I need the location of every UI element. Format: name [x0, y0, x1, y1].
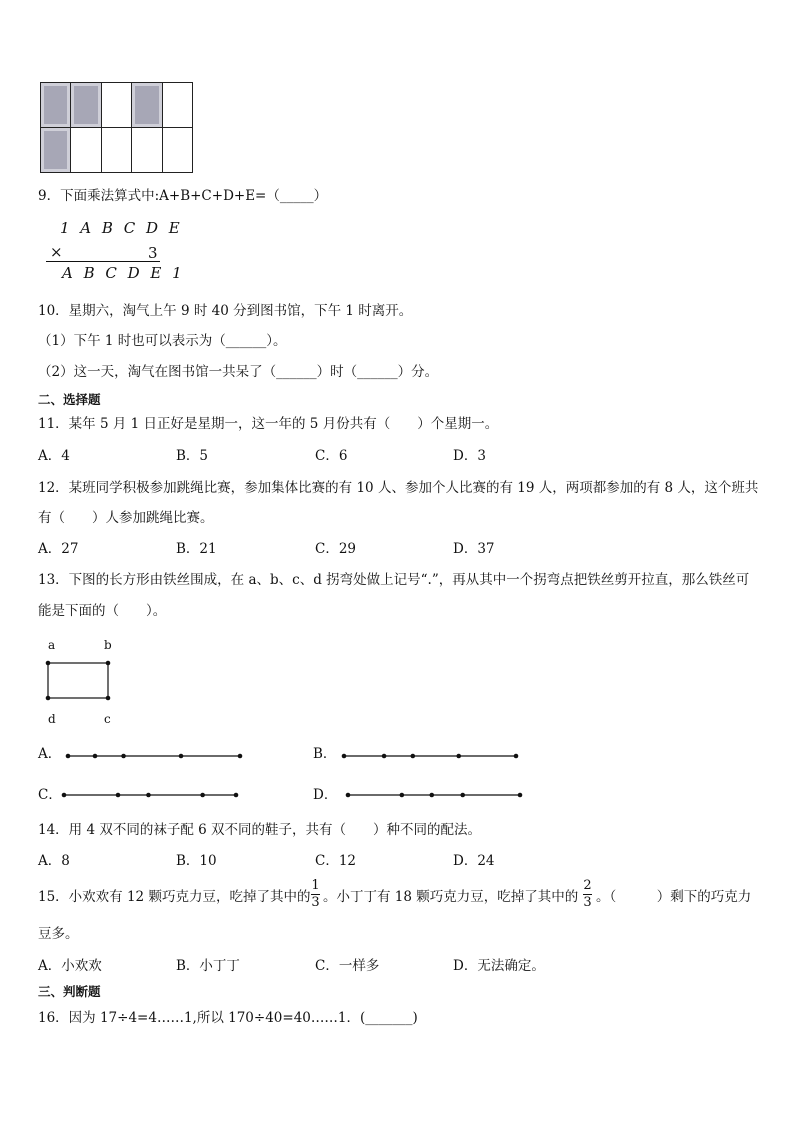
- q13-option-a-wire[interactable]: [64, 750, 244, 762]
- question-11-stem: 11．某年 5 月 1 日正好是星期一，这一年的 5 月份共有（ ）个星期一。: [38, 416, 499, 432]
- question-16: 16．因为 17÷4=4……1,所以 170÷40=40……1．(_______): [38, 1010, 418, 1026]
- q13-option-d-wire[interactable]: [344, 789, 524, 801]
- wire-dot-3: [146, 793, 151, 798]
- wire-dot-1: [346, 793, 351, 798]
- wire-dot-2: [382, 754, 387, 759]
- question-10-part1: （1）下午 1 时也可以表示为（______）。: [38, 333, 287, 349]
- wire-dot-3: [411, 754, 416, 759]
- q13-option-d-label[interactable]: D．: [313, 787, 338, 803]
- question-13-line1: 13．下图的长方形由铁丝围成，在 a、b、c、d 拐弯处做上记号“.”，再从其中一个拐弯点把铁丝剪开拉直，那么铁丝可: [38, 572, 750, 588]
- q15-option-c[interactable]: C．一样多: [315, 958, 380, 974]
- grid-cell-r1-c5: [163, 83, 193, 128]
- multiplier: 3: [148, 244, 161, 262]
- question-10-part2: （2）这一天，淘气在图书馆一共呆了（______）时（______）分。: [38, 364, 439, 380]
- grid-cell-r2-c5: [163, 128, 193, 173]
- q11-option-b[interactable]: B．5: [176, 448, 209, 464]
- q11-option-d[interactable]: D．3: [453, 448, 486, 464]
- q15-option-a[interactable]: A．小欢欢: [38, 958, 102, 974]
- question-13-line2: 能是下面的（ ）。: [38, 603, 167, 619]
- wire-dot-5: [238, 754, 243, 759]
- fraction-two-thirds: [583, 879, 592, 910]
- fraction-2-denominator: 3: [583, 895, 592, 910]
- corner-dot-d: [46, 696, 51, 701]
- question-12-line1: 12．某班同学积极参加跳绳比赛，参加集体比赛的有 10 人、参加个人比赛的有 19 人，两项都参加的有 8 人，这个班共: [38, 480, 759, 496]
- q13-option-b-label[interactable]: B．: [313, 746, 337, 762]
- fraction-1-denominator: 3: [311, 895, 320, 910]
- question-15-part2: 。小丁丁有 18 颗巧克力豆，吃掉了其中的: [323, 889, 579, 905]
- q11-option-a[interactable]: A．4: [38, 448, 70, 464]
- question-15-part3: 。（ ）剩下的巧克力: [596, 889, 752, 905]
- shaded-grid-figure: [40, 82, 193, 173]
- wire-rectangle-figure: [40, 655, 120, 705]
- question-9: 9．下面乘法算式中:A+B+C+D+E=（_____）: [38, 188, 328, 204]
- wire-dot-4: [460, 793, 465, 798]
- grid-cell-r1-c2: [71, 83, 101, 128]
- section-heading-choice: 二、选择题: [38, 392, 101, 407]
- label-c: c: [104, 712, 111, 726]
- wire-rectangle: [48, 663, 108, 698]
- wire-dot-3: [429, 793, 434, 798]
- grid-cell-r2-c2: [71, 128, 101, 173]
- q13-option-c-label[interactable]: C．: [38, 787, 62, 803]
- q15-option-d[interactable]: D．无法确定。: [453, 958, 545, 974]
- wire-dot-1: [342, 754, 347, 759]
- q14-option-a[interactable]: A．8: [38, 853, 70, 869]
- grid-cell-r2-c1: [41, 128, 71, 173]
- q13-option-a-label[interactable]: A．: [38, 746, 62, 762]
- wire-dot-2: [400, 793, 405, 798]
- q13-option-c-wire[interactable]: [60, 789, 240, 801]
- wire-dot-5: [234, 793, 239, 798]
- wire-dot-5: [518, 793, 523, 798]
- q14-option-b[interactable]: B．10: [176, 853, 217, 869]
- section-heading-judgement: 三、判断题: [38, 984, 101, 999]
- wire-dot-4: [456, 754, 461, 759]
- wire-dot-4: [179, 754, 184, 759]
- times-sign: ×: [50, 243, 66, 261]
- vertical-result: A B C D E 1: [62, 264, 185, 282]
- corner-dot-c: [106, 696, 111, 701]
- label-a: a: [48, 638, 56, 652]
- q13-option-b-wire[interactable]: [340, 750, 520, 762]
- vertical-line1: 1 A B C D E: [60, 219, 183, 237]
- fraction-1-numerator: 1: [311, 878, 320, 893]
- q15-option-b[interactable]: B．小丁丁: [176, 958, 240, 974]
- label-d: d: [48, 712, 56, 726]
- vertical-rule: [46, 261, 160, 262]
- q11-option-c[interactable]: C．6: [315, 448, 348, 464]
- wire-dot-2: [116, 793, 121, 798]
- question-15-part1: 15．小欢欢有 12 颗巧克力豆，吃掉了其中的: [38, 889, 311, 905]
- question-12-line2: 有（ ）人参加跳绳比赛。: [38, 510, 214, 526]
- grid-cell-r2-c3: [102, 128, 132, 173]
- wire-dot-1: [62, 793, 67, 798]
- fraction-one-third: [311, 879, 320, 910]
- wire-dot-5: [514, 754, 519, 759]
- q14-option-d[interactable]: D．24: [453, 853, 495, 869]
- q12-option-a[interactable]: A．27: [38, 541, 79, 557]
- question-15-line2: 豆多。: [38, 926, 79, 942]
- wire-dot-1: [66, 754, 71, 759]
- wire-dot-4: [200, 793, 205, 798]
- fraction-2-numerator: 2: [583, 878, 592, 893]
- grid-cell-r2-c4: [132, 128, 162, 173]
- question-10-stem: 10．星期六，淘气上午 9 时 40 分到图书馆，下午 1 时离开。: [38, 303, 413, 319]
- corner-dot-a: [46, 661, 51, 666]
- q12-option-b[interactable]: B．21: [176, 541, 217, 557]
- wire-dot-3: [121, 754, 126, 759]
- grid-cell-r1-c3: [102, 83, 132, 128]
- grid-cell-r1-c1: [41, 83, 71, 128]
- corner-dot-b: [106, 661, 111, 666]
- label-b: b: [104, 638, 112, 652]
- question-14-stem: 14．用 4 双不同的袜子配 6 双不同的鞋子，共有（ ）种不同的配法。: [38, 822, 482, 838]
- q12-option-d[interactable]: D．37: [453, 541, 495, 557]
- wire-dot-2: [93, 754, 98, 759]
- q12-option-c[interactable]: C．29: [315, 541, 357, 557]
- grid-cell-r1-c4: [132, 83, 162, 128]
- q14-option-c[interactable]: C．12: [315, 853, 357, 869]
